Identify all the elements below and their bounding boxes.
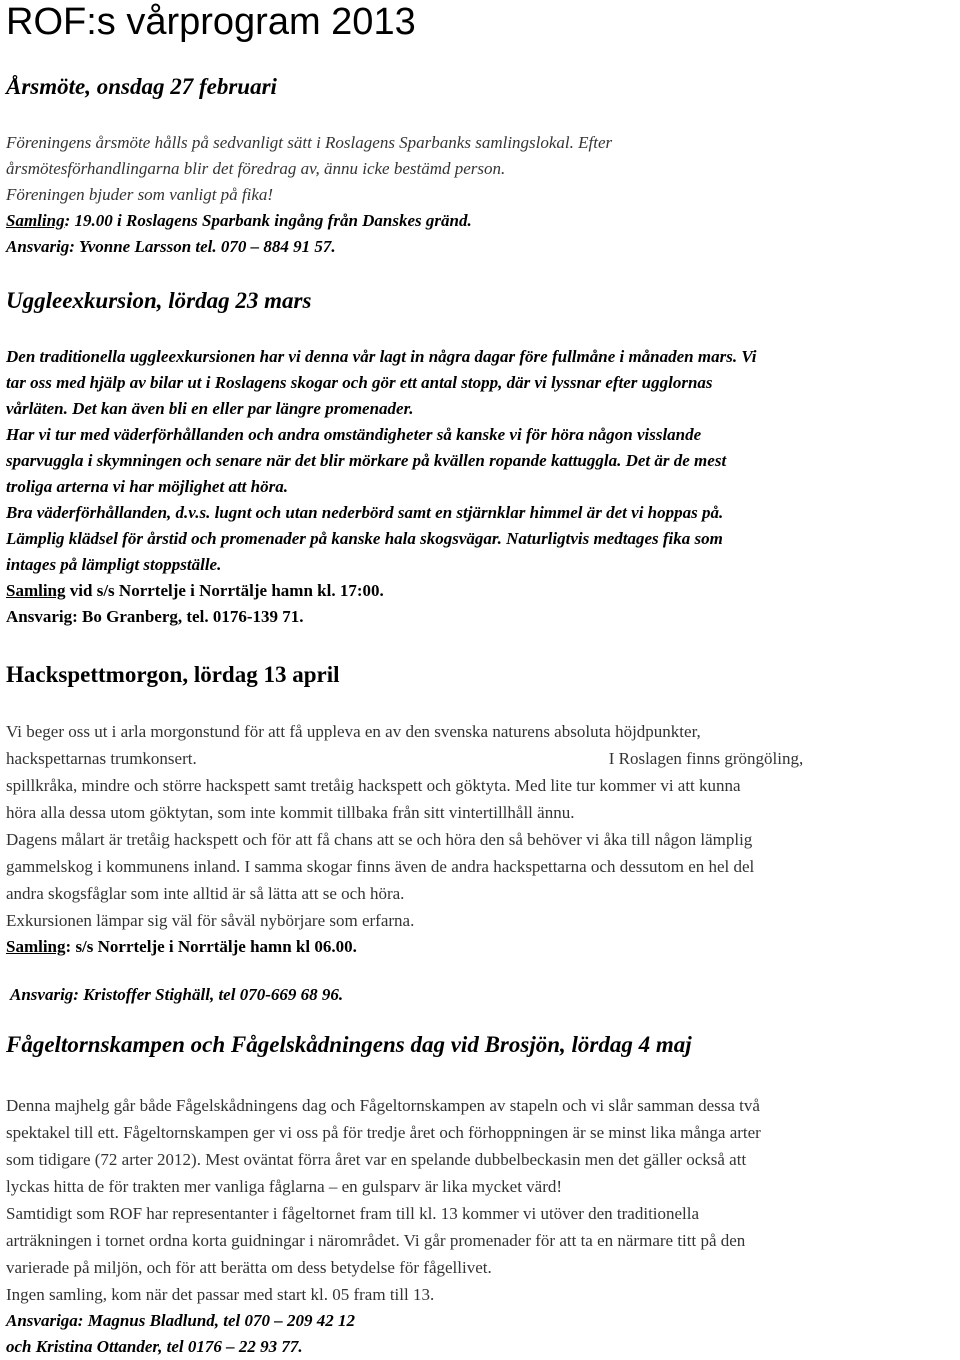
- text-line: andra skogsfåglar som inte alltid är så lätta att se och höra.: [6, 884, 405, 903]
- section-arsmote-body: [6, 130, 956, 260]
- section-arsmote: [6, 74, 956, 100]
- text-line: intages på lämpligt stoppställe.: [6, 555, 222, 574]
- text-line: Föreningen bjuder som vanligt på fika!: [6, 185, 274, 204]
- ansvarig-line: Ansvarig: Yvonne Larsson tel. 070 – 884 91 57.: [6, 237, 336, 256]
- section-heading: Hackspettmorgon, lördag 13 april: [6, 662, 340, 687]
- text-line: spektakel till ett. Fågeltornskampen ger vi oss på för tredje året och förhoppningen är se minst lika många arter: [6, 1123, 761, 1142]
- text-line: lyckas hitta de för trakten mer vanliga fåglarna – en gulsparv är lika mycket värd!: [6, 1177, 563, 1196]
- section-heading: Årsmöte, onsdag 27 februari: [6, 74, 277, 99]
- text-line: tar oss med hjälp av bilar ut i Roslagens skogar och gör ett antal stopp, där vi lyssnar efter ugglornas: [6, 373, 713, 392]
- text-line: Föreningens årsmöte hålls på sedvanligt sätt i Roslagens Sparbanks samlingslokal. Efter: [6, 133, 613, 152]
- section-hackspett-body: [6, 718, 956, 960]
- text-fragment: hackspettarnas trumkonsert.: [6, 749, 197, 768]
- text-line: varierade på miljön, och för att berätta om dess betydelse för fågellivet.: [6, 1258, 492, 1277]
- section-fageltorn: [6, 1032, 956, 1058]
- text-line: som tidigare (72 arter 2012). Mest oväntat förra året var en spelande dubbelbeckasin men det gäller också att: [6, 1150, 747, 1169]
- samling-line: [6, 578, 956, 604]
- section-uggle: [6, 288, 956, 314]
- text-line: Dagens målart är tretåig hackspett och för att få chans att se och höra den så behöver vi åka till någon lämplig: [6, 830, 753, 849]
- samling-text: : 19.00 i Roslagens Sparbank ingång från Danskes gränd.: [64, 211, 472, 230]
- text-line: [6, 745, 956, 772]
- text-line: sparvuggla i skymningen och senare när det blir mörkare på kvällen ropande kattuggla. Det är de mest: [6, 451, 727, 470]
- text-fragment: I Roslagen finns gröngöling,: [608, 749, 804, 768]
- samling-label: Samling: [6, 211, 65, 230]
- text-line: höra alla dessa utom göktytan, som inte kommit tillbaka från sitt vintertillhåll ännu.: [6, 803, 575, 822]
- text-line: Har vi tur med väderförhållanden och andra omständigheter så kanske vi för höra någon visslande: [6, 425, 702, 444]
- samling-label: Samling: [6, 581, 66, 600]
- samling-line: [6, 934, 956, 960]
- text-line: Bra väderförhållanden, d.v.s. lugnt och utan nederbörd samt en stjärnklar himmel är det vi hoppas på.: [6, 503, 724, 522]
- section-hackspett: [6, 662, 956, 688]
- ansvarig-line: Ansvarig: Bo Granberg, tel. 0176-139 71.: [6, 607, 304, 626]
- section-hackspett-ansvarig: [6, 982, 956, 1008]
- text-line: Den traditionella uggleexkursionen har vi denna vår lagt in några dagar före fullmåne i månaden mars. Vi: [6, 347, 757, 366]
- samling-label: Samling: [6, 937, 66, 956]
- ansvarig-line: Ansvarig: Kristoffer Stighäll, tel 070-669 68 96.: [10, 985, 344, 1004]
- text-line: Lämplig klädsel för årstid och promenader på kanske hala skogsvägar. Naturligtvis medtages fika som: [6, 529, 723, 548]
- text-line: vårläten. Det kan även bli en eller par längre promenader.: [6, 399, 414, 418]
- ansvariga-line: Ansvariga: Magnus Bladlund, tel 070 – 209 42 12: [6, 1311, 356, 1330]
- section-fageltorn-body: [6, 1092, 956, 1360]
- text-line: troliga arterna vi har möjlighet att höra.: [6, 477, 288, 496]
- section-uggle-body: [6, 344, 956, 630]
- section-heading: Uggleexkursion, lördag 23 mars: [6, 288, 312, 313]
- text-line: Ingen samling, kom när det passar med start kl. 05 fram till 13.: [6, 1285, 435, 1304]
- page-title: ROF:s vårprogram 2013: [6, 1, 416, 43]
- document-page: [6, 0, 956, 1356]
- text-line: Vi beger oss ut i arla morgonstund för att få uppleva en av den svenska naturens absoluta höjdpunkter,: [6, 722, 701, 741]
- text-line: Samtidigt som ROF har representanter i fågeltornet fram till kl. 13 kommer vi utöver den traditionella: [6, 1204, 700, 1223]
- text-line: gammelskog i kommunens inland. I samma skogar finns även de andra hackspettarna och dessutom en hel del: [6, 857, 755, 876]
- text-line: årsmötesförhandlingarna blir det föredrag av, ännu icke bestämd person.: [6, 159, 506, 178]
- samling-text: : s/s Norrtelje i Norrtälje hamn kl 06.00.: [65, 937, 357, 956]
- text-line: Denna majhelg går både Fågelskådningens dag och Fågeltornskampen av stapeln och vi slår samman dessa två: [6, 1096, 760, 1115]
- samling-line: [6, 208, 956, 234]
- text-line: Exkursionen lämpar sig väl för såväl nybörjare som erfarna.: [6, 911, 415, 930]
- text-line: spillkråka, mindre och större hackspett samt tretåig hackspett och göktyta. Med lite tur kommer vi att kunna: [6, 776, 741, 795]
- section-heading: Fågeltornskampen och Fågelskådningens dag vid Brosjön, lördag 4 maj: [6, 1032, 692, 1057]
- samling-text: vid s/s Norrtelje i Norrtälje hamn kl. 17:00.: [65, 581, 384, 600]
- text-line: arträkningen i tornet ordna korta guidningar i närområdet. Vi går promenader för att ta en närmare titt på den: [6, 1231, 746, 1250]
- ansvariga-line: och Kristina Ottander, tel 0176 – 22 93 77.: [6, 1337, 303, 1356]
